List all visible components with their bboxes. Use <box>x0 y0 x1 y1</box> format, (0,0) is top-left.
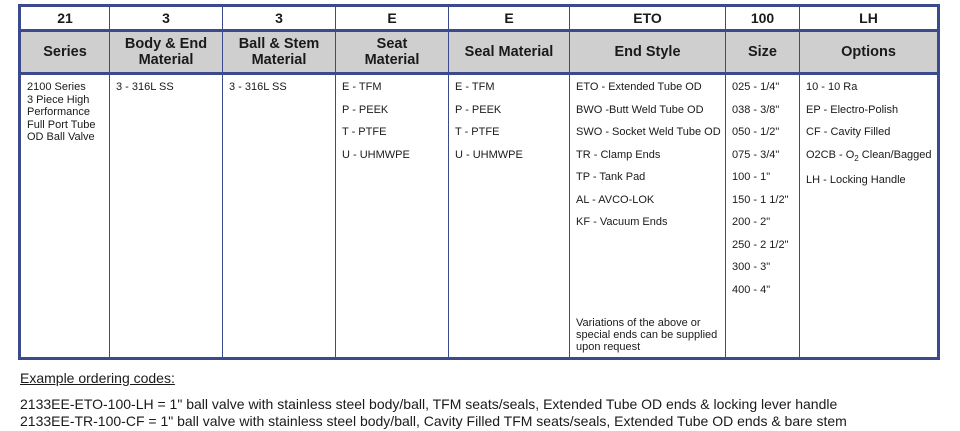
list-item: 400 - 4" <box>732 283 771 296</box>
list-item: E - TFM <box>342 81 382 93</box>
column-code: E <box>336 7 448 32</box>
list-item: 050 - 1/2" <box>732 126 780 138</box>
column-size <box>726 7 800 357</box>
column-header <box>223 32 335 75</box>
column-body <box>110 75 222 357</box>
list-item: SWO - Socket Weld Tube OD <box>576 126 721 138</box>
header-line: Ball & Stem <box>238 36 320 52</box>
header-line: Material <box>364 52 420 68</box>
note-line: special ends can be supplied <box>576 329 718 341</box>
column-code: ETO <box>570 7 725 32</box>
column-code: 3 <box>223 7 335 32</box>
ordering-table <box>18 4 940 360</box>
list-item: 3 - 316L SS <box>229 81 287 93</box>
note-line: upon request <box>576 341 641 353</box>
series-line: 3 Piece High <box>27 93 90 106</box>
column-seal-material <box>449 7 570 357</box>
column-end-style <box>570 7 726 357</box>
column-code: 21 <box>21 7 109 32</box>
column-header <box>336 32 448 75</box>
series-line: 2100 Series <box>27 81 86 93</box>
example-code-2: 2133EE-TR-100-CF = 1" ball valve with stainless steel body/ball, Cavity Filled TFM seats/seals, Extended Tube OD ends & bare stem <box>20 413 847 429</box>
list-item: P - PEEK <box>455 103 502 116</box>
header-line: End Style <box>614 44 681 60</box>
column-body-end-material <box>110 7 223 357</box>
column-code: 3 <box>110 7 222 32</box>
header-line: Seat <box>376 36 408 52</box>
column-header <box>110 32 222 75</box>
column-series <box>21 7 110 357</box>
list-item: 100 - 1" <box>732 171 771 183</box>
o2cb-prefix: O2CB - O <box>806 148 855 161</box>
list-item: U - UHMWPE <box>455 148 523 161</box>
header-line: Material <box>251 52 307 68</box>
column-body <box>726 75 799 357</box>
list-item: 025 - 1/4" <box>732 81 780 93</box>
list-item: CF - Cavity Filled <box>806 126 891 138</box>
column-header <box>570 32 725 75</box>
example-codes-heading: Example ordering codes: <box>20 370 175 386</box>
column-body <box>223 75 335 357</box>
list-item: P - PEEK <box>342 103 389 116</box>
column-body <box>800 75 937 357</box>
example-code-1: 2133EE-ETO-100-LH = 1" ball valve with stainless steel body/ball, TFM seats/seals, Extended Tube OD ends & locking lever handle <box>20 396 838 412</box>
column-code: LH <box>800 7 937 32</box>
list-item: 038 - 3/8" <box>732 103 780 116</box>
list-item: 075 - 3/4" <box>732 148 780 161</box>
header-line: Options <box>841 44 896 60</box>
list-item: 250 - 2 1/2" <box>732 238 789 251</box>
column-code: E <box>449 7 569 32</box>
series-line: Full Port Tube <box>27 118 96 131</box>
list-item <box>806 149 931 165</box>
column-body <box>570 75 725 357</box>
column-header <box>726 32 799 75</box>
list-item: 3 - 316L SS <box>116 81 174 93</box>
list-item: 10 - 10 Ra <box>806 81 858 93</box>
list-item: 200 - 2" <box>732 216 771 228</box>
list-item: T - PTFE <box>455 126 500 138</box>
column-body <box>449 75 569 357</box>
column-code: 100 <box>726 7 799 32</box>
list-item: LH - Locking Handle <box>806 174 906 187</box>
column-ball-stem-material <box>223 7 336 357</box>
list-item: TR - Clamp Ends <box>576 148 661 161</box>
list-item: ETO - Extended Tube OD <box>576 81 702 93</box>
column-header <box>800 32 937 75</box>
header-line: Material <box>138 52 194 68</box>
note-line: Variations of the above or <box>576 317 701 329</box>
list-item: E - TFM <box>455 81 495 93</box>
o2cb-subscript: 2 <box>854 153 859 163</box>
list-item: EP - Electro-Polish <box>806 103 899 116</box>
series-line: Performance <box>27 106 90 118</box>
header-line: Body & End <box>124 36 208 52</box>
header-line: Seal Material <box>464 44 554 60</box>
end-style-note <box>576 317 719 353</box>
column-header <box>21 32 109 75</box>
column-options <box>800 7 937 357</box>
column-seat-material <box>336 7 449 357</box>
list-item: 300 - 3" <box>732 261 771 273</box>
list-item: BWO -Butt Weld Tube OD <box>576 103 704 116</box>
column-body <box>21 75 109 357</box>
list-item: 150 - 1 1/2" <box>732 193 789 206</box>
list-item: U - UHMWPE <box>342 148 410 161</box>
o2cb-suffix: Clean/Bagged <box>858 148 932 161</box>
header-line: Series <box>43 44 87 60</box>
list-item: T - PTFE <box>342 126 387 138</box>
column-header <box>449 32 569 75</box>
column-body <box>336 75 448 357</box>
list-item: TP - Tank Pad <box>576 171 646 183</box>
list-item: KF - Vacuum Ends <box>576 216 668 228</box>
series-line: OD Ball Valve <box>27 131 95 143</box>
list-item: AL - AVCO-LOK <box>576 193 655 206</box>
header-line: Size <box>747 44 777 60</box>
